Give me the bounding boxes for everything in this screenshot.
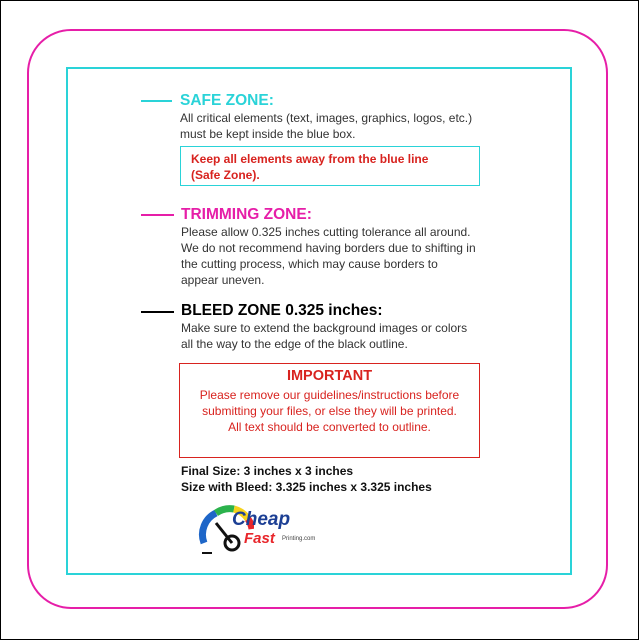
important-box bbox=[179, 363, 480, 458]
safe-zone-description bbox=[180, 110, 472, 142]
important-line: All text should be converted to outline. bbox=[228, 420, 431, 434]
safe-zone-note-line: Keep all elements away from the blue line bbox=[191, 152, 429, 166]
trimming-zone-line: We do not recommend having borders due to shifting in bbox=[181, 241, 476, 255]
company-logo bbox=[196, 503, 316, 559]
trimming-zone-line: Please allow 0.325 inches cutting tolerance all around. bbox=[181, 225, 471, 239]
trimming-zone-line: the cutting process, which may cause borders to bbox=[181, 257, 438, 271]
logo-word-fast: Fast bbox=[244, 530, 275, 547]
safe-zone-note-line: (Safe Zone). bbox=[191, 168, 260, 182]
trimming-zone-heading: TRIMMING ZONE: bbox=[181, 206, 312, 223]
logo-word-cheap: Cheap bbox=[232, 509, 291, 530]
important-line: submitting your files, or else they will be printed. bbox=[202, 404, 457, 418]
important-title: IMPORTANT bbox=[286, 368, 373, 384]
bleed-zone-heading: BLEED ZONE 0.325 inches: bbox=[181, 302, 383, 319]
trimming-zone-marker bbox=[141, 214, 174, 216]
final-size: Final Size: 3 inches x 3 inches bbox=[181, 464, 354, 478]
bleed-zone-line: Make sure to extend the background images or colors bbox=[181, 321, 468, 335]
logo-word-printing: Printing.com bbox=[282, 536, 316, 542]
safe-zone-marker bbox=[141, 100, 172, 102]
bleed-zone-line: all the way to the edge of the black outline. bbox=[181, 337, 408, 351]
size-info bbox=[181, 463, 432, 495]
bleed-zone-description bbox=[181, 320, 467, 352]
safe-zone-line: All critical elements (text, images, graphics, logos, etc.) bbox=[180, 111, 473, 125]
safe-zone-line: must be kept inside the blue box. bbox=[180, 127, 356, 141]
bleed-size: Size with Bleed: 3.325 inches x 3.325 inches bbox=[181, 480, 432, 494]
trimming-zone-line: appear uneven. bbox=[181, 273, 265, 287]
important-line: Please remove our guidelines/instructions before bbox=[199, 388, 460, 402]
safe-zone-note bbox=[180, 146, 480, 186]
safe-zone-heading: SAFE ZONE: bbox=[180, 92, 274, 109]
trimming-zone-description bbox=[181, 224, 476, 288]
bleed-zone-marker bbox=[141, 311, 174, 313]
